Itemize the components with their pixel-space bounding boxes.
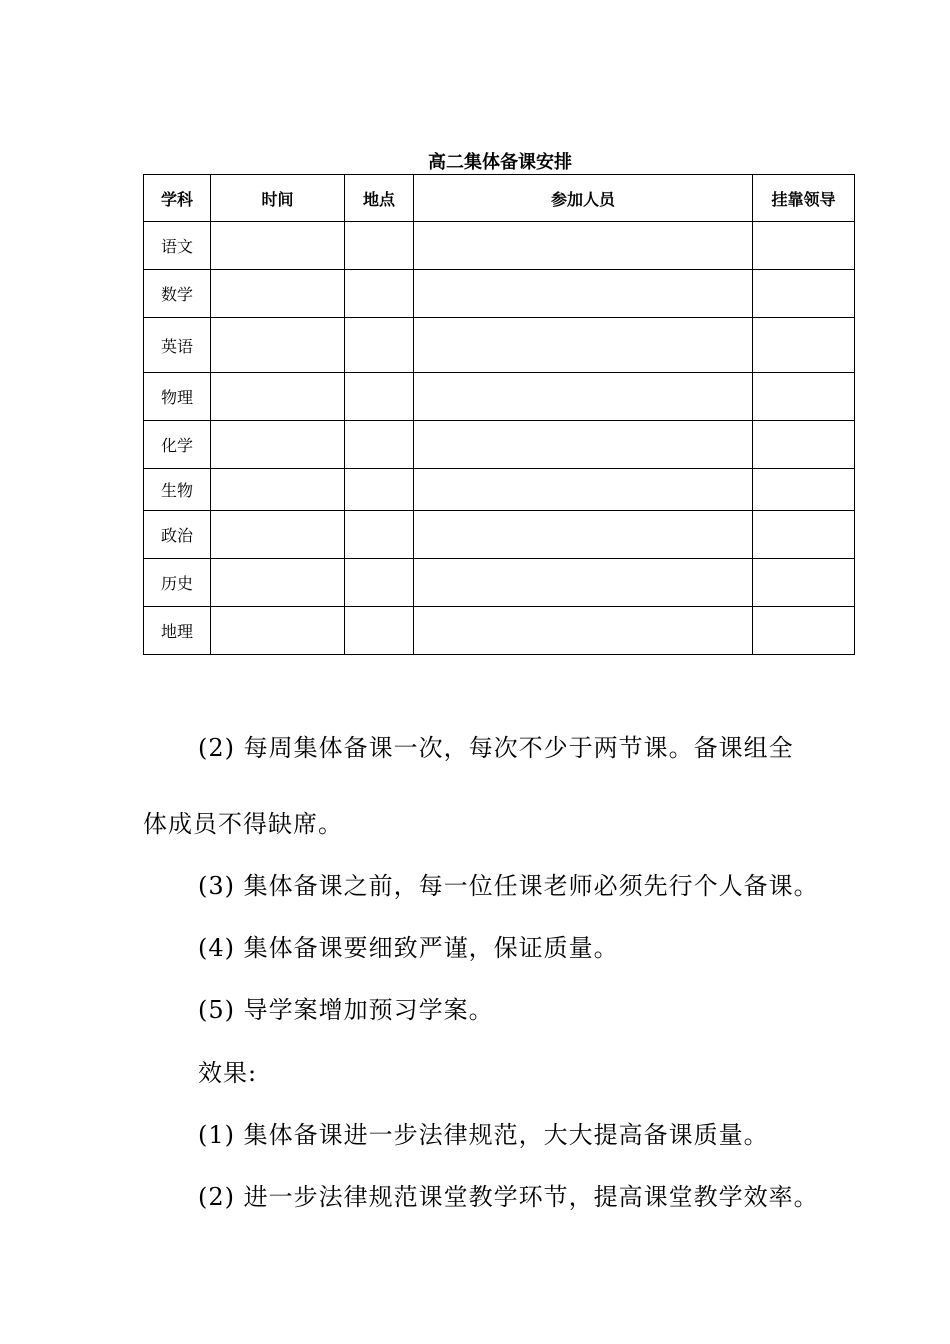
location-cell — [345, 222, 414, 270]
leader-cell — [753, 511, 855, 559]
subject-cell: 物理 — [144, 373, 211, 421]
location-cell — [345, 421, 414, 469]
table-row — [144, 607, 855, 655]
location-cell — [345, 607, 414, 655]
location-cell — [345, 559, 414, 607]
leader-cell — [753, 469, 855, 511]
time-cell — [211, 373, 345, 421]
paragraph: 体成员不得缺席。 — [143, 810, 343, 838]
subject-cell: 语文 — [144, 222, 211, 270]
header-subject: 学科 — [144, 175, 211, 222]
subject-cell: 化学 — [144, 421, 211, 469]
time-cell — [211, 607, 345, 655]
leader-cell — [753, 421, 855, 469]
subject-cell: 政治 — [144, 511, 211, 559]
header-leader: 挂靠领导 — [753, 175, 855, 222]
subject-cell: 英语 — [144, 318, 211, 373]
subject-cell: 数学 — [144, 270, 211, 318]
leader-cell — [753, 270, 855, 318]
paragraph: (4) 集体备课要细致严谨，保证质量。 — [198, 934, 619, 962]
header-time: 时间 — [211, 175, 345, 222]
leader-cell — [753, 318, 855, 373]
participants-cell — [414, 318, 753, 373]
participants-cell — [414, 270, 753, 318]
leader-cell — [753, 373, 855, 421]
table-row — [144, 318, 855, 373]
paragraph: (1) 集体备课进一步法律规范，大大提高备课质量。 — [198, 1121, 769, 1149]
time-cell — [211, 511, 345, 559]
schedule-table — [143, 174, 855, 655]
location-cell — [345, 270, 414, 318]
time-cell — [211, 559, 345, 607]
time-cell — [211, 421, 345, 469]
section-heading: 效果: — [198, 1059, 258, 1087]
time-cell — [211, 469, 345, 511]
location-cell — [345, 373, 414, 421]
participants-cell — [414, 511, 753, 559]
table-header-row — [144, 175, 855, 222]
table-row — [144, 222, 855, 270]
paragraph: (3) 集体备课之前，每一位任课老师必须先行个人备课。 — [198, 872, 819, 900]
leader-cell — [753, 607, 855, 655]
subject-cell: 生物 — [144, 469, 211, 511]
header-location: 地点 — [345, 175, 414, 222]
paragraph: (2) 进一步法律规范课堂教学环节，提高课堂教学效率。 — [198, 1183, 819, 1211]
location-cell — [345, 469, 414, 511]
participants-cell — [414, 373, 753, 421]
paragraph: (2) 每周集体备课一次，每次不少于两节课。备课组全 — [198, 734, 794, 762]
leader-cell — [753, 559, 855, 607]
table-row — [144, 511, 855, 559]
participants-cell — [414, 607, 753, 655]
subject-cell: 历史 — [144, 559, 211, 607]
participants-cell — [414, 559, 753, 607]
time-cell — [211, 222, 345, 270]
participants-cell — [414, 421, 753, 469]
table-row — [144, 559, 855, 607]
paragraph: (5) 导学案增加预习学案。 — [198, 996, 494, 1024]
table-row — [144, 373, 855, 421]
table-row — [144, 469, 855, 511]
subject-cell: 地理 — [144, 607, 211, 655]
time-cell — [211, 270, 345, 318]
table-row — [144, 270, 855, 318]
participants-cell — [414, 469, 753, 511]
location-cell — [345, 318, 414, 373]
header-participants: 参加人员 — [414, 175, 753, 222]
location-cell — [345, 511, 414, 559]
leader-cell — [753, 222, 855, 270]
participants-cell — [414, 222, 753, 270]
table-row — [144, 421, 855, 469]
time-cell — [211, 318, 345, 373]
table-title: 高二集体备课安排 — [428, 152, 572, 173]
